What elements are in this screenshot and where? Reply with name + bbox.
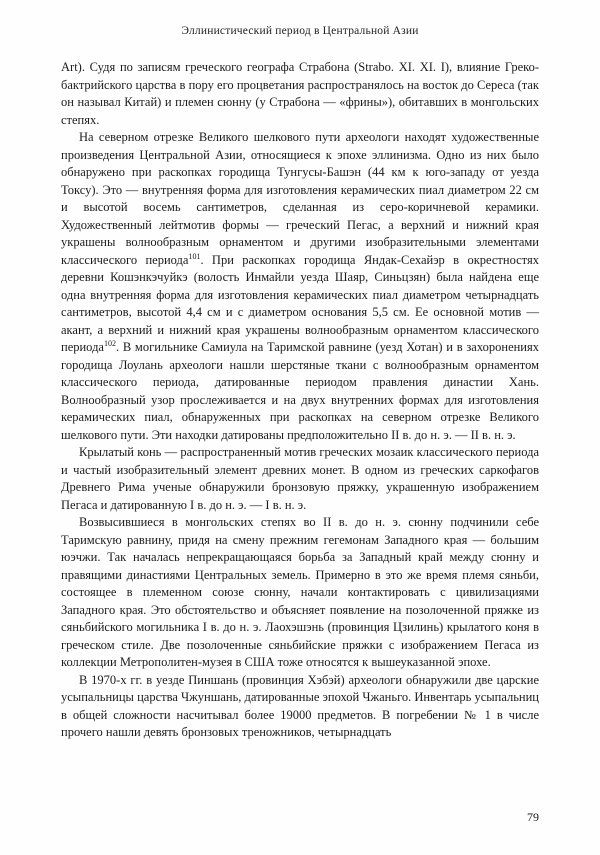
running-header: Эллинистический период в Центральной Азии xyxy=(181,25,419,37)
footnote-ref: 101 xyxy=(188,251,201,261)
paragraph: Крылатый конь — распространенный мотив греческих мозаик классического периода и частый изобразительный элемент древних монет. В одном из греческих саркофагов Древнего Рима ученые обнаружили бронзовую пряжку, украшенную изображением Пегаса и датированную I в. до н. э. — I в. н. э. xyxy=(61,445,539,512)
paragraph-text: . При раскопках городища Яндак-Сехайэр в окрестностях деревни Кошэнкэчуйкэ (волость Инмайли уезда Шаяр, Синьцзян) была найдена еще одна внутренняя форма для изготовления керамических пиал диаметром четырнадцать сантиметров, высотой 4,4 см и с диаметром основания 5,5 см. Ее основной мотив — акант, а верхний и нижний края украшены волнообразным орнаментом классического периода xyxy=(61,252,539,354)
footnote-ref: 102 xyxy=(103,338,116,348)
paragraph-text: На северном отрезке Великого шелкового пути археологи находят художественные произведения Центральной Азии, относящиеся к эпохе эллинизма. Одно из них было обнаружено при раскопках городища Тунгусы-Башэн (44 км к юго-западу от уезда Токсу). Это — внутренняя форма для изготовления керамических пиал диаметром 22 см и высотой восемь сантиметров, сделанная из серо-коричневой керамики. Художественный лейтмотив формы — греческий Пегас, а верхний и нижний края украшены волнообразным орнаментом и другими изобразительными элементами классического периода xyxy=(61,130,539,267)
paragraph-text: . В могильнике Самиула на Таримской равнине (уезд Хотан) и в захоронениях городища Лоулань археологи нашли шерстяные ткани с волнообразным орнаментом классического периода, датированные периодом правления династии Хань. Волнообразный узор прослеживается и на двух внутренних формах для изготовления керамических пиал, обнаруженных при раскопках на северном отрезке Великого шелкового пути. Эти находки датированы предположительно II в. до н. э. — II в. н. э. xyxy=(61,340,539,442)
paragraph xyxy=(61,129,539,444)
page-number: 79 xyxy=(527,810,539,824)
paragraph: Возвысившиеся в монгольских степях во II в. до н. э. сюнну подчинили себе Таримскую равнину, придя на смену прежним гегемонам Западного края — большим юэчжи. Так началась непрекращающаяся борьба за Западный край между сюнну и правящими династиями Центральных земель. Примерно в это же время племя сяньби, состоящее в племенном союзе сюнну, начали контактировать с цивилизациями Западного края. Это обстоятельство и объясняет появление на позолоченной пряжке из сяньбийского могильника I в. до н. э. Лаохэшэнь (провинция Цзилинь) крылатого коня в греческом стиле. Две позолоченные сяньбийские пряжки с изображением Пегаса из коллекции Метрополитен-музея в США тоже относятся к вышеуказанной эпохе. xyxy=(61,515,539,669)
paragraph: В 1970-х гг. в уезде Пиншань (провинция Хэбэй) археологи обнаружили две царские усыпальницы царства Чжуншань, датированные эпохой Чжаньго. Инвентарь усыпальниц в общей сложности насчитывал более 19000 предметов. В погребении № 1 в числе прочего нашли девять бронзовых треножников, четырнадцать xyxy=(61,672,539,739)
paragraph: Art). Судя по записям греческого географа Страбона (Strabo. XI. XI. I), влияние Греко-бактрийского царства в пору его процветания распространялось на восток до Сереса (так он называл Китай) и племен сюнну (у Страбона — «фрины»), обитавших в монгольских степях. xyxy=(61,60,539,127)
page-content xyxy=(61,59,539,742)
